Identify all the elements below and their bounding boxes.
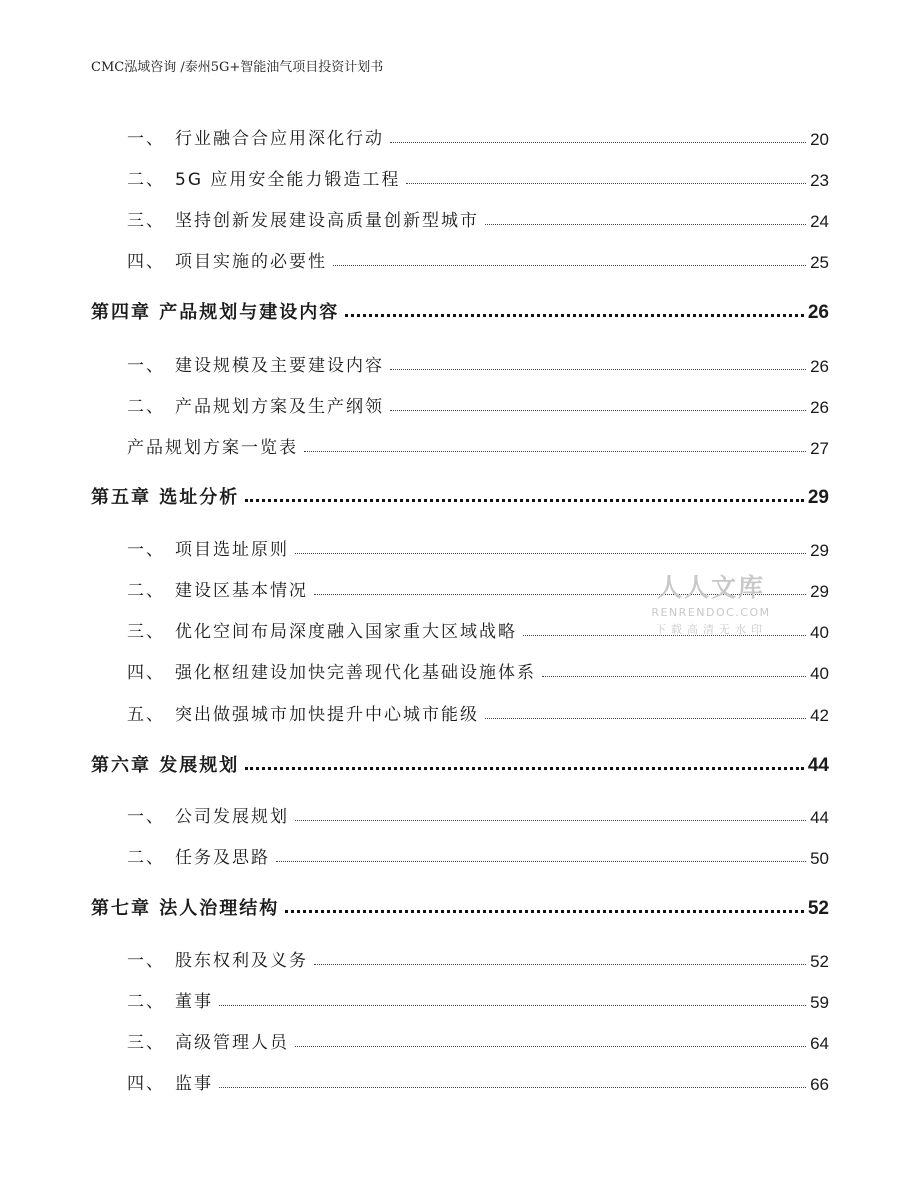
dot-leader [276, 861, 806, 862]
toc-entry[interactable] [91, 1063, 829, 1093]
page-header: CMC泓域咨询 /泰州5G+智能油气项目投资计划书 [91, 60, 384, 75]
toc-chapter[interactable] [91, 888, 829, 918]
toc-page-number: 42 [810, 706, 829, 725]
toc-entry-label: 二、 产品规划方案及生产纲领 [127, 397, 384, 417]
watermark-url: RENRENDOC.COM [651, 606, 771, 619]
toc-entry[interactable] [91, 427, 829, 457]
dot-leader [333, 265, 806, 266]
toc-page-number: 52 [807, 898, 829, 919]
toc-entry-label: 二、 董事 [127, 992, 213, 1012]
dot-leader [390, 142, 806, 143]
toc-entry-label: 四、 项目实施的必要性 [127, 252, 327, 272]
toc-page-number: 24 [810, 212, 829, 231]
toc-entry-label: 四、 强化枢纽建设加快完善现代化基础设施体系 [127, 663, 536, 683]
toc-entry-label: 二、 建设区基本情况 [127, 581, 308, 601]
toc-entry-label: 二、 5G 应用安全能力锻造工程 [127, 170, 401, 190]
toc-chapter[interactable] [91, 292, 829, 322]
toc-page-number: 27 [810, 439, 829, 458]
dot-leader [542, 676, 806, 677]
toc-entry-label: 一、 行业融合合应用深化行动 [127, 129, 384, 149]
toc-entry-label: 一、 建设规模及主要建设内容 [127, 356, 384, 376]
dot-leader [295, 553, 806, 554]
dot-leader [485, 224, 806, 225]
toc-page-number: 23 [810, 171, 829, 190]
dot-leader [390, 369, 806, 370]
toc-chapter-label: 第七章 法人治理结构 [91, 898, 280, 919]
dot-leader [406, 183, 806, 184]
toc-entry-label: 一、 项目选址原则 [127, 540, 289, 560]
dot-leader [219, 1005, 806, 1006]
dot-leader [285, 910, 804, 913]
toc-entry[interactable] [91, 241, 829, 271]
toc-entry[interactable] [91, 159, 829, 189]
dot-leader [485, 718, 806, 719]
toc-page-number: 44 [810, 808, 829, 827]
toc-entry[interactable] [91, 386, 829, 416]
dot-leader [314, 964, 806, 965]
toc-chapter-label: 第五章 选址分析 [91, 487, 240, 508]
toc-entry[interactable] [91, 529, 829, 559]
toc-entry[interactable] [91, 200, 829, 230]
toc-page-number: 50 [810, 849, 829, 868]
watermark-subtitle: 下载高清无水印 [655, 623, 767, 636]
toc-entry[interactable] [91, 652, 829, 682]
dot-leader [345, 314, 804, 317]
toc-page-number: 29 [807, 487, 829, 508]
toc-page-number: 20 [810, 130, 829, 149]
toc-entry[interactable] [91, 940, 829, 970]
toc-entry[interactable] [91, 981, 829, 1011]
toc-entry-label: 一、 股东权利及义务 [127, 951, 308, 971]
toc-page-number: 26 [807, 302, 829, 323]
toc-entry-label: 三、 坚持创新发展建设高质量创新型城市 [127, 211, 479, 231]
dot-leader [245, 767, 804, 770]
dot-leader [295, 1046, 806, 1047]
toc-page-number: 29 [810, 541, 829, 560]
toc-page-number: 26 [810, 398, 829, 417]
dot-leader [245, 499, 804, 502]
toc-entry-label: 二、 任务及思路 [127, 848, 270, 868]
toc-page-number: 59 [810, 993, 829, 1012]
toc-page-number: 40 [810, 623, 829, 642]
toc-page-number: 25 [810, 253, 829, 272]
toc-page-number: 26 [810, 357, 829, 376]
toc-page-number: 40 [810, 664, 829, 683]
watermark-title: 人人文库 [656, 573, 765, 602]
dot-leader [295, 820, 806, 821]
toc-chapter-label: 第四章 产品规划与建设内容 [91, 302, 340, 323]
toc-entry[interactable] [91, 118, 829, 148]
toc-entry[interactable] [91, 345, 829, 375]
dot-leader [304, 451, 806, 452]
toc-page-number: 52 [810, 952, 829, 971]
toc-entry-label: 五、 突出做强城市加快提升中心城市能级 [127, 705, 479, 725]
watermark [648, 568, 774, 637]
toc-entry-label: 产品规划方案一览表 [127, 438, 298, 458]
toc-entry-label: 一、 公司发展规划 [127, 807, 289, 827]
toc-page-number: 44 [807, 755, 829, 776]
dot-leader [390, 410, 806, 411]
toc-page-number: 66 [810, 1075, 829, 1094]
toc-entry[interactable] [91, 796, 829, 826]
toc-entry-label: 四、 监事 [127, 1074, 213, 1094]
toc-chapter[interactable] [91, 745, 829, 775]
dot-leader [219, 1087, 806, 1088]
toc-entry[interactable] [91, 837, 829, 867]
toc-page-number: 64 [810, 1034, 829, 1053]
toc-entry-label: 三、 优化空间布局深度融入国家重大区域战略 [127, 622, 517, 642]
toc-entry[interactable] [91, 694, 829, 724]
toc-entry[interactable] [91, 1022, 829, 1052]
toc-page-number: 29 [810, 582, 829, 601]
toc-chapter[interactable] [91, 477, 829, 507]
toc-entry-label: 三、 高级管理人员 [127, 1033, 289, 1053]
toc-chapter-label: 第六章 发展规划 [91, 755, 240, 776]
